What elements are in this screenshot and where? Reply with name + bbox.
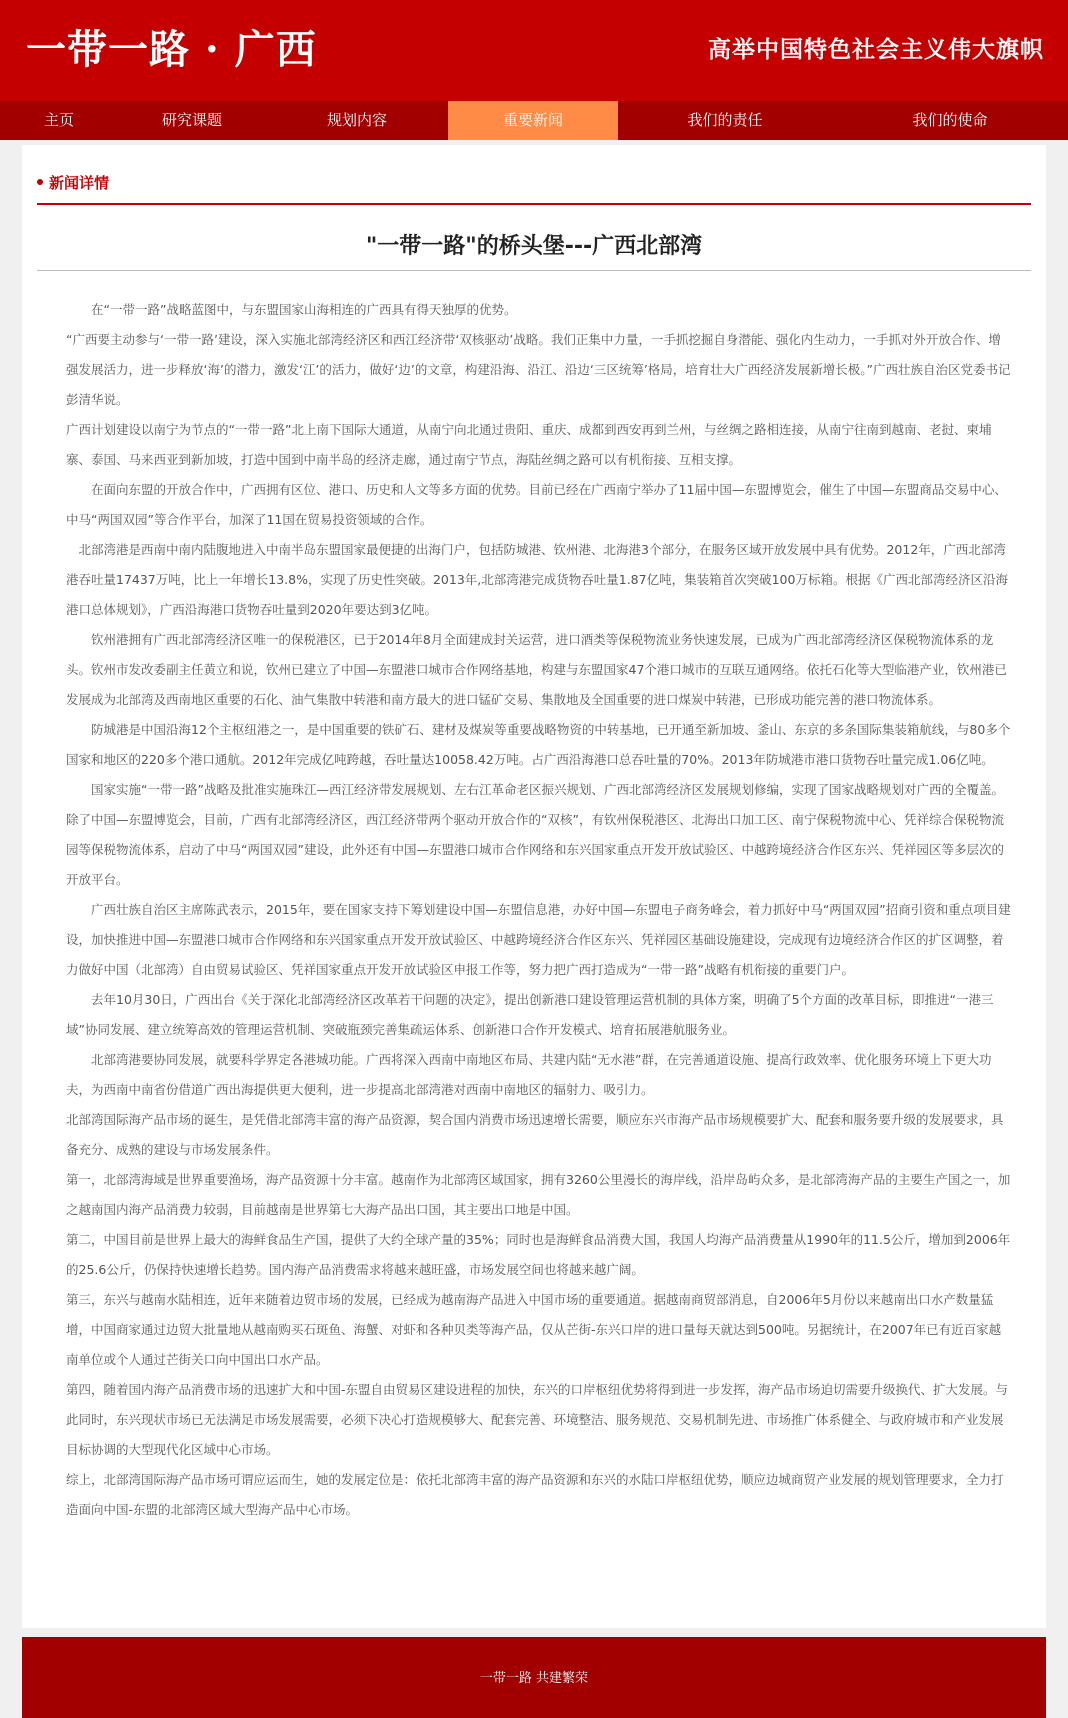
- nav-item-mission[interactable]: 我们的使命: [912, 111, 988, 129]
- nav-item-responsibility[interactable]: 我们的责任: [687, 111, 763, 129]
- site-logo[interactable]: 一带一路 · 广西: [26, 26, 317, 73]
- nav-item-news[interactable]: 重要新闻: [448, 101, 618, 140]
- article-paragraph: 综上，北部湾国际海产品市场可谓应运而生，她的发展定位是：依托北部湾丰富的海产品资源和东兴的水陆口岸枢纽优势，顺应边城商贸产业发展的规划管理要求，全力打造面向中国-东盟的北部湾区域大型海产品中心市场。: [66, 1472, 1004, 1517]
- article-title: "一带一路"的桥头堡---广西北部湾: [365, 234, 703, 259]
- main-nav: [0, 101, 1068, 140]
- nav-item-research[interactable]: 研究课题: [161, 111, 222, 129]
- article-paragraph: 广西壮族自治区主席陈武表示，2015年，要在国家支持下筹划建设中国—东盟信息港，办好中国—东盟电子商务峰会，着力抓好中马“两国双园”招商引资和重点项目建设，加快推进中国—东盟港口城市合作网络和东兴国家重点开发开放试验区、中越跨境经济合作区东兴、凭祥园区基础设施建设，完成现有边境经济合作区的扩区调整，着力做好中国（北部湾）自由贸易试验区、凭祥国家重点开发开放试验区申报工作等，努力把广西打造成为“一带一路”战略有机衔接的重要门户。: [66, 902, 1011, 977]
- bullet-dot-icon: [37, 179, 43, 185]
- article-paragraph: 北部湾港要协同发展，就要科学界定各港城功能。广西将深入西南中南地区布局、共建内陆“无水港”群，在完善通道设施、提高行政效率、优化服务环境上下更大功夫，为西南中南省份借道广西出海提供更大便利，进一步提高北部湾港对西南中南地区的辐射力、吸引力。: [66, 1052, 992, 1097]
- article-paragraph: 第一，北部湾海域是世界重要渔场，海产品资源十分丰富。越南作为北部湾区域国家，拥有3260公里漫长的海岸线，沿岸岛屿众多，是北部湾海产品的主要生产国之一，加之越南国内海产品消费力较弱，目前越南是世界第七大海产品出口国，其主要出口地是中国。: [66, 1172, 1011, 1217]
- article-paragraph: “广西要主动参与‘一带一路’建设，深入实施北部湾经济区和西江经济带‘双核驱动’战略。我们正集中力量，一手抓挖掘自身潜能、强化内生动力，一手抓对外开放合作、增强发展活力，进一步释放‘海’的潜力，激发‘江’的活力，做好‘边’的文章，构建沿海、沿江、沿边‘三区统筹’格局，培育壮大广西经济发展新增长极。”广西壮族自治区党委书记彭清华说。: [66, 332, 1011, 407]
- site-header: [0, 0, 1068, 101]
- title-divider: [37, 270, 1031, 271]
- article-paragraph: 钦州港拥有广西北部湾经济区唯一的保税港区，已于2014年8月全面建成封关运营，进口酒类等保税物流业务快速发展，已成为广西北部湾经济区保税物流体系的龙头。钦州市发改委副主任黄立和说，钦州已建立了中国—东盟港口城市合作网络基地，构建与东盟国家47个港口城市的互联互通网络。依托石化等大型临港产业，钦州港已发展成为北部湾及西南地区重要的石化、油气集散中转港和南方最大的进口锰矿交易、集散地及全国重要的进口煤炭中转港，已形成功能完善的港口物流体系。: [66, 632, 1007, 707]
- section-divider: [37, 203, 1031, 205]
- header-slogan: 高举中国特色社会主义伟大旗帜: [708, 36, 1044, 63]
- article-paragraph: 第二，中国目前是世界上最大的海鲜食品生产国，提供了大约全球产量的35%；同时也是海鲜食品消费大国，我国人均海产品消费量从1990年的11.5公斤，增加到2006年的25.6公斤，仍保持快速增长趋势。国内海产品消费需求将越来越旺盛，市场发展空间也将越来越广阔。: [66, 1232, 1011, 1277]
- section-heading: [37, 171, 109, 195]
- article-paragraph: 防城港是中国沿海12个主枢纽港之一，是中国重要的铁矿石、建材及煤炭等重要战略物资的中转基地，已开通至新加坡、釜山、东京的多条国际集装箱航线，与80多个国家和地区的220多个港口通航。2012年完成亿吨跨越，吞吐量达10058.42万吨。占广西沿海港口总吞吐量的70%。2013年防城港市港口货物吞吐量完成1.06亿吨。: [66, 722, 1011, 767]
- footer-text: 一带一路 共建繁荣: [479, 1671, 589, 1686]
- article-paragraph: 第四，随着国内海产品消费市场的迅速扩大和中国-东盟自由贸易区建设进程的加快，东兴的口岸枢纽优势将得到进一步发挥，海产品市场迫切需要升级换代、扩大发展。与此同时，东兴现状市场已无法满足市场发展需要，必须下决心打造规模够大、配套完善、环境整洁、服务规范、交易机制先进、市场推广体系健全、与政府城市和产业发展目标协调的大型现代化区域中心市场。: [66, 1382, 1009, 1457]
- article-paragraph: 在“一带一路”战略蓝图中，与东盟国家山海相连的广西具有得天独厚的优势。: [91, 302, 517, 317]
- site-footer: [22, 1637, 1046, 1718]
- article-paragraph: 广西计划建设以南宁为节点的“一带一路”北上南下国际大通道，从南宁向北通过贵阳、重庆、成都到西安再到兰州，与丝绸之路相连接，从南宁往南到越南、老挝、柬埔寨、泰国、马来西亚到新加坡，打造中国到中南半岛的经济走廊，通过南宁节点，海陆丝绸之路可以有机衔接、互相支撑。: [66, 422, 992, 467]
- nav-item-planning[interactable]: 规划内容: [326, 111, 387, 129]
- article-paragraph: 北部湾港是西南中南内陆腹地进入中南半岛东盟国家最便捷的出海门户，包括防城港、钦州港、北海港3个部分，在服务区域开放发展中具有优势。2012年，广西北部湾港吞吐量17437万吨，比上一年增长13.8%，实现了历史性突破。2013年,北部湾港完成货物吞吐量1.87亿吨，集装箱首次突破100万标箱。根据《广西北部湾经济区沿海港口总体规划》，广西沿海港口货物吞吐量到2020年要达到3亿吨。: [66, 542, 1008, 617]
- article-paragraph: 北部湾国际海产品市场的诞生，是凭借北部湾丰富的海产品资源，契合国内消费市场迅速增长需要，顺应东兴市海产品市场规模要扩大、配套和服务要升级的发展要求，具备充分、成熟的建设与市场发展条件。: [66, 1112, 1004, 1157]
- section-title-text: 新闻详情: [49, 174, 110, 192]
- nav-item-home[interactable]: 主页: [43, 111, 74, 129]
- article-paragraph: 在面向东盟的开放合作中，广西拥有区位、港口、历史和人文等多方面的优势。目前已经在广西南宁举办了11届中国—东盟博览会，催生了中国—东盟商品交易中心、中马“两国双园”等合作平台，加深了11国在贸易投资领域的合作。: [66, 482, 1007, 527]
- content-panel: [22, 145, 1046, 1628]
- article-body: [66, 295, 1012, 1525]
- article-paragraph: 国家实施“一带一路”战略及批准实施珠江—西江经济带发展规划、左右江革命老区振兴规划、广西北部湾经济区发展规划修编，实现了国家战略规划对广西的全覆盖。除了中国—东盟博览会，目前，广西有北部湾经济区，西江经济带两个驱动开放合作的“双核”，有钦州保税港区、北海出口加工区、南宁保税物流中心、凭祥综合保税物流园等保税物流体系，启动了中马“两国双园”建设，此外还有中国—东盟港口城市合作网络和东兴国家重点开发开放试验区、中越跨境经济合作区东兴、凭祥园区等多层次的开放平台。: [66, 782, 1004, 887]
- article-paragraph: 第三，东兴与越南水陆相连，近年来随着边贸市场的发展，已经成为越南海产品进入中国市场的重要通道。据越南商贸部消息，自2006年5月份以来越南出口水产数量猛增，中国商家通过边贸大批量地从越南购买石斑鱼、海蟹、对虾和各种贝类等海产品，仅从芒街-东兴口岸的进口量每天就达到500吨。另据统计，在2007年已有近百家越南单位或个人通过芒街关口向中国出口水产品。: [66, 1292, 1002, 1367]
- article-paragraph: 去年10月30日，广西出台《关于深化北部湾经济区改革若干问题的决定》，提出创新港口建设管理运营机制的具体方案，明确了5个方面的改革目标，即推进“一港三域”协同发展、建立统筹高效的管理运营机制、突破瓶颈完善集疏运体系、创新港口合作开发模式、培育拓展港航服务业。: [66, 992, 994, 1037]
